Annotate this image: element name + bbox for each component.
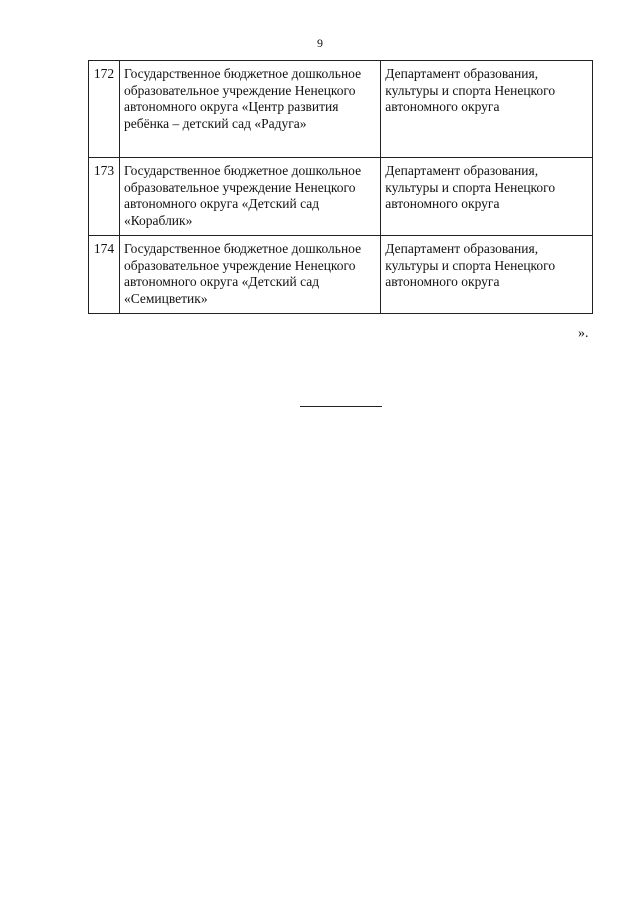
organization-name: Государственное бюджетное дошкольное образовательное учреждение Ненецкого автономного округа «Центр развития ребёнка – детский сад «Радуга» xyxy=(119,61,380,158)
department-name: Департамент образования, культуры и спорта Ненецкого автономного округа xyxy=(381,61,593,158)
page-number: 9 xyxy=(317,36,323,50)
department-name: Департамент образования, культуры и спорта Ненецкого автономного округа xyxy=(381,236,593,314)
table-row xyxy=(89,158,593,236)
closing-quote: ». xyxy=(578,326,589,341)
row-number: 173 xyxy=(89,158,120,236)
organizations-table xyxy=(88,60,593,314)
row-number: 172 xyxy=(89,61,120,158)
row-number: 174 xyxy=(89,236,120,314)
end-divider xyxy=(300,406,382,407)
organization-name: Государственное бюджетное дошкольное образовательное учреждение Ненецкого автономного округа «Детский сад «Семицветик» xyxy=(119,236,380,314)
table-row xyxy=(89,236,593,314)
organization-name: Государственное бюджетное дошкольное образовательное учреждение Ненецкого автономного округа «Детский сад «Кораблик» xyxy=(119,158,380,236)
department-name: Департамент образования, культуры и спорта Ненецкого автономного округа xyxy=(381,158,593,236)
table-row xyxy=(89,61,593,158)
